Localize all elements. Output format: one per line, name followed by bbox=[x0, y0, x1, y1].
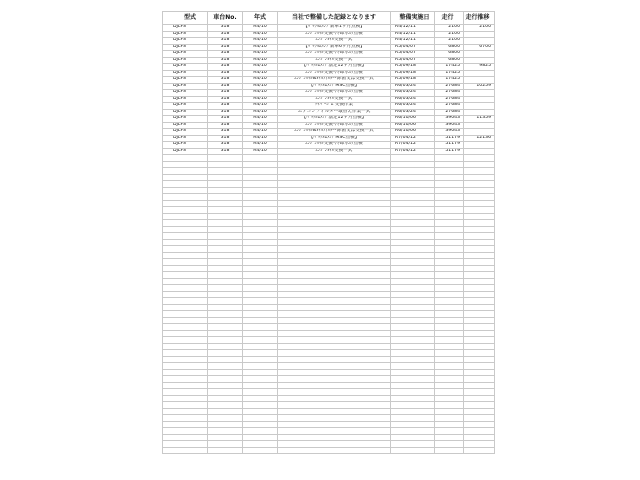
cell-trend bbox=[464, 447, 495, 454]
cell-date: R6/03/24 bbox=[391, 109, 435, 116]
cell-date: R7/04/12 bbox=[391, 135, 435, 142]
cell-description: 【ﾊﾞｯｸﾙﾑﾒﾝﾃ 法定12ヶ月点検】 bbox=[278, 64, 391, 71]
cell-model: DJLFS bbox=[163, 116, 208, 123]
cell-mileage: 27684 bbox=[435, 83, 464, 90]
cell-description: ｴﾝｼﾞﾝｵｲﾙ&ｵｲﾙﾌｨﾙﾀｰ･除菌又は交換一式 bbox=[278, 77, 391, 84]
cell-year: R4/10 bbox=[243, 135, 278, 142]
cell-year: R4/10 bbox=[243, 57, 278, 64]
cell-date: R5/04/07 bbox=[391, 51, 435, 58]
cell-model: DJLFS bbox=[163, 38, 208, 45]
cell-date: R7/04/12 bbox=[391, 142, 435, 149]
cell-description: ｴﾝｼﾞﾝｵｲﾙ交換一式 bbox=[278, 96, 391, 103]
cell-trend: 6700 bbox=[464, 44, 495, 51]
header-unit-no: 車台No. bbox=[208, 12, 243, 25]
cell-description: 【ﾊﾞｯｸﾙﾑﾒﾝﾃ MSC点検】 bbox=[278, 83, 391, 90]
cell-date: R4/12/11 bbox=[391, 25, 435, 32]
cell-unit-no: 318 bbox=[208, 25, 243, 32]
cell-mileage: 39043 bbox=[435, 116, 464, 123]
cell-unit-no: 318 bbox=[208, 129, 243, 136]
cell-year: R4/10 bbox=[243, 31, 278, 38]
cell-model: DJLFS bbox=[163, 83, 208, 90]
cell-year: R4/10 bbox=[243, 83, 278, 90]
cell-unit-no: 318 bbox=[208, 31, 243, 38]
cell-mileage: 2100 bbox=[435, 31, 464, 38]
cell-date: R6/03/24 bbox=[391, 103, 435, 110]
cell-description: エアコンフィルター取替え作業一式 bbox=[278, 109, 391, 116]
header-description: 当社で整備した記録となります bbox=[278, 12, 391, 25]
cell-date: R5/09/18 bbox=[391, 64, 435, 71]
cell-date: R5/04/07 bbox=[391, 57, 435, 64]
cell-description: 【ﾊﾞｯｸﾙﾑﾒﾝﾃ 新車6ヶ月点検】 bbox=[278, 44, 391, 51]
header-date: 整備実施日 bbox=[391, 12, 435, 25]
cell-unit-no: 318 bbox=[208, 77, 243, 84]
maintenance-record-table bbox=[162, 11, 495, 454]
cell-trend: 12136 bbox=[464, 135, 495, 142]
cell-description: ｴﾝｼﾞﾝｵｲﾙ交換･冷却水の点検 bbox=[278, 70, 391, 77]
cell-unit-no: 318 bbox=[208, 142, 243, 149]
cell-mileage: 39043 bbox=[435, 122, 464, 129]
cell-date: R4/12/11 bbox=[391, 31, 435, 38]
cell-mileage: 2100 bbox=[435, 38, 464, 45]
cell-unit-no: 318 bbox=[208, 96, 243, 103]
cell-model: DJLFS bbox=[163, 51, 208, 58]
cell-description: 【ﾊﾞｯｸﾙﾑﾒﾝﾃ MSC点検】 bbox=[278, 135, 391, 142]
header-mileage: 走行 bbox=[435, 12, 464, 25]
cell-date: R6/10/06 bbox=[391, 129, 435, 136]
cell-model: DJLFS bbox=[163, 77, 208, 84]
cell-unit-no: 318 bbox=[208, 109, 243, 116]
cell-date: R5/09/18 bbox=[391, 77, 435, 84]
cell-year: R4/10 bbox=[243, 109, 278, 116]
cell-year: R4/10 bbox=[243, 77, 278, 84]
cell-model: DJLFS bbox=[163, 64, 208, 71]
cell-trend: 2100 bbox=[464, 25, 495, 32]
cell-description: ｴﾝｼﾞﾝｵｲﾙ交換･冷却水の点検 bbox=[278, 51, 391, 58]
cell-date: R7/04/12 bbox=[391, 148, 435, 155]
cell-mileage: 51179 bbox=[435, 142, 464, 149]
cell-year: R4/10 bbox=[243, 44, 278, 51]
empty-row bbox=[163, 447, 495, 454]
cell-unit-no: 318 bbox=[208, 57, 243, 64]
cell-mileage: 17425 bbox=[435, 77, 464, 84]
cell-trend: 10259 bbox=[464, 83, 495, 90]
cell-year: R4/10 bbox=[243, 103, 278, 110]
cell-model: DJLFS bbox=[163, 57, 208, 64]
cell-year: R4/10 bbox=[243, 116, 278, 123]
cell-mileage: 2100 bbox=[435, 25, 464, 32]
cell-mileage: 39043 bbox=[435, 129, 464, 136]
cell-model: DJLFS bbox=[163, 90, 208, 97]
cell-unit-no: 318 bbox=[208, 64, 243, 71]
cell-unit-no: 318 bbox=[208, 90, 243, 97]
cell-trend: 11359 bbox=[464, 116, 495, 123]
cell-year: R4/10 bbox=[243, 38, 278, 45]
cell-description: ｴﾝｼﾞﾝｵｲﾙ&ｵｲﾙﾌｨﾙﾀｰ･除菌又は交換一式 bbox=[278, 129, 391, 136]
cell-mileage bbox=[435, 447, 464, 454]
cell-model: DJLFS bbox=[163, 103, 208, 110]
cell-model: DJLFS bbox=[163, 109, 208, 116]
cell-description: ｴﾝｼﾞﾝｵｲﾙ交換一式 bbox=[278, 57, 391, 64]
cell-mileage: 27684 bbox=[435, 103, 464, 110]
cell-description: ﾜｲﾊﾟｰｺﾞﾑ 交換作業 bbox=[278, 103, 391, 110]
cell-unit-no: 318 bbox=[208, 38, 243, 45]
cell-mileage: 51179 bbox=[435, 135, 464, 142]
cell-description: 【ﾊﾞｯｸﾙﾑﾒﾝﾃ 新車1ヶ月点検】 bbox=[278, 25, 391, 32]
cell-mileage: 51179 bbox=[435, 148, 464, 155]
cell-model: DJLFS bbox=[163, 122, 208, 129]
cell-year: R4/10 bbox=[243, 64, 278, 71]
cell-mileage: 17425 bbox=[435, 64, 464, 71]
cell-unit-no: 318 bbox=[208, 83, 243, 90]
cell-mileage: 27684 bbox=[435, 109, 464, 116]
cell-model: DJLFS bbox=[163, 148, 208, 155]
cell-description: ｴﾝｼﾞﾝｵｲﾙ交換･冷却水の点検 bbox=[278, 31, 391, 38]
cell-date: R6/03/24 bbox=[391, 90, 435, 97]
cell-description: ｴﾝｼﾞﾝｵｲﾙ交換･冷却水の点検 bbox=[278, 90, 391, 97]
cell-mileage: 17425 bbox=[435, 70, 464, 77]
cell-model: DJLFS bbox=[163, 25, 208, 32]
cell-model: DJLFS bbox=[163, 31, 208, 38]
cell-mileage: 27684 bbox=[435, 90, 464, 97]
cell-mileage: 27684 bbox=[435, 96, 464, 103]
cell-unit-no: 318 bbox=[208, 148, 243, 155]
header-year: 年式 bbox=[243, 12, 278, 25]
cell-date: R6/10/06 bbox=[391, 122, 435, 129]
cell-unit-no: 318 bbox=[208, 122, 243, 129]
cell-year: R4/10 bbox=[243, 70, 278, 77]
cell-unit-no: 318 bbox=[208, 116, 243, 123]
cell-year: R4/10 bbox=[243, 25, 278, 32]
cell-year: R4/10 bbox=[243, 51, 278, 58]
cell-model: DJLFS bbox=[163, 135, 208, 142]
cell-model: DJLFS bbox=[163, 70, 208, 77]
cell-year: R4/10 bbox=[243, 96, 278, 103]
cell-model: DJLFS bbox=[163, 129, 208, 136]
cell-date: R6/03/24 bbox=[391, 96, 435, 103]
cell-unit-no: 318 bbox=[208, 70, 243, 77]
cell-description: ｴﾝｼﾞﾝｵｲﾙ交換･冷却水の点検 bbox=[278, 122, 391, 129]
cell-year: R4/10 bbox=[243, 129, 278, 136]
cell-year: R4/10 bbox=[243, 148, 278, 155]
cell-date: R6/10/06 bbox=[391, 116, 435, 123]
cell-unit-no: 318 bbox=[208, 103, 243, 110]
header-row bbox=[163, 12, 495, 25]
cell-mileage: 6800 bbox=[435, 44, 464, 51]
header-model: 型式 bbox=[163, 12, 208, 25]
cell-year bbox=[243, 447, 278, 454]
cell-description: ｴﾝｼﾞﾝｵｲﾙ交換･冷却水の点検 bbox=[278, 142, 391, 149]
cell-date: R6/03/24 bbox=[391, 83, 435, 90]
cell-trend: 9825 bbox=[464, 64, 495, 71]
cell-description: ｴﾝｼﾞﾝｵｲﾙ交換一式 bbox=[278, 148, 391, 155]
cell-date: R4/12/11 bbox=[391, 38, 435, 45]
cell-date: R5/04/07 bbox=[391, 44, 435, 51]
cell-model: DJLFS bbox=[163, 44, 208, 51]
cell-year: R4/10 bbox=[243, 122, 278, 129]
cell-date: R5/09/18 bbox=[391, 70, 435, 77]
cell-unit-no: 318 bbox=[208, 135, 243, 142]
table-body bbox=[163, 25, 495, 454]
cell-description: 【ﾊﾞｯｸﾙﾑﾒﾝﾃ 法定12ヶ月点検】 bbox=[278, 116, 391, 123]
cell-mileage: 6800 bbox=[435, 51, 464, 58]
cell-model: DJLFS bbox=[163, 96, 208, 103]
cell-mileage: 6800 bbox=[435, 57, 464, 64]
cell-model bbox=[163, 447, 208, 454]
cell-description: ｴﾝｼﾞﾝｵｲﾙ交換一式 bbox=[278, 38, 391, 45]
cell-year: R4/10 bbox=[243, 142, 278, 149]
cell-unit-no: 318 bbox=[208, 44, 243, 51]
cell-model: DJLFS bbox=[163, 142, 208, 149]
header-trend: 走行推移 bbox=[464, 12, 495, 25]
cell-unit-no: 318 bbox=[208, 51, 243, 58]
cell-date bbox=[391, 447, 435, 454]
cell-description bbox=[278, 447, 391, 454]
cell-unit-no bbox=[208, 447, 243, 454]
cell-year: R4/10 bbox=[243, 90, 278, 97]
